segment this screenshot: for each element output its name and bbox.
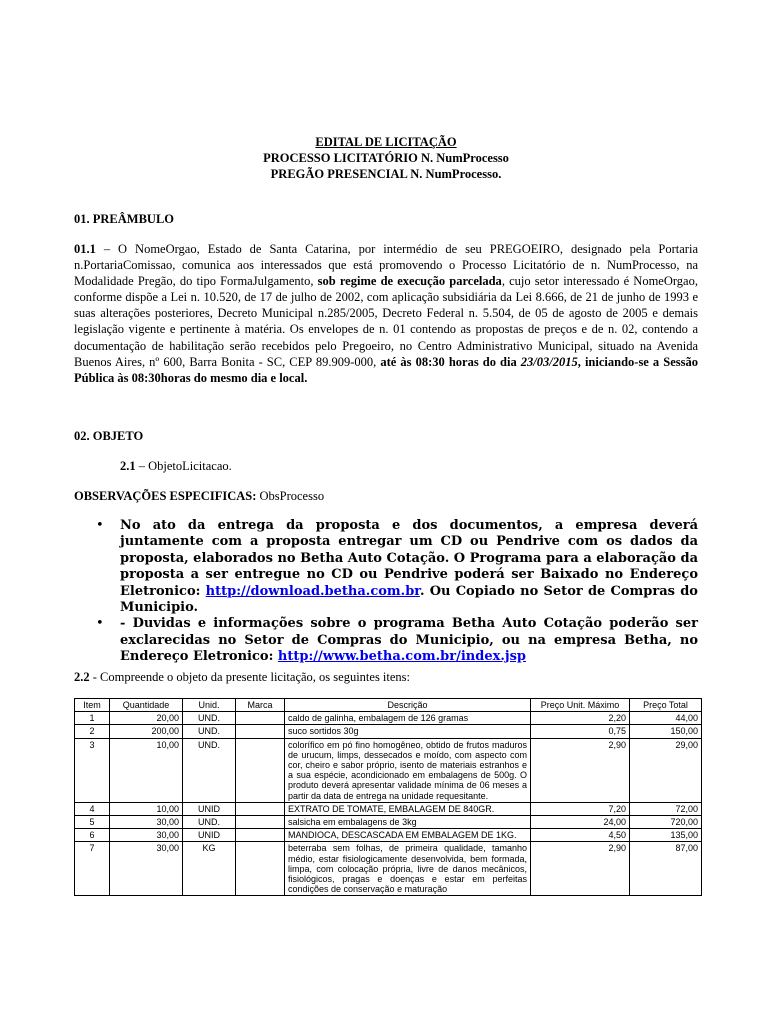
cell-unit-price: 4,50 (531, 829, 630, 842)
cell-quantity: 30,00 (110, 829, 183, 842)
document-title-block (74, 134, 698, 182)
cell-unit-price: 2,20 (531, 712, 630, 725)
preambulo-heading: 01. PREÂMBULO (74, 212, 174, 226)
bullet-text-after: . Ou Copiado no Setor de Compras do Municipio. (120, 583, 698, 616)
column-header-unit-price: Preço Unit. Máximo (531, 699, 630, 712)
process-number: PROCESSO LICITATÓRIO N. NumProcesso (263, 151, 509, 165)
cell-total-price: 87,00 (630, 842, 702, 896)
item-22-text: - Compreende o objeto da presente licitação, os seguintes itens: (89, 670, 411, 684)
cell-quantity: 200,00 (110, 725, 183, 738)
bullet-text: - Duvidas e informações sobre o programa Betha Auto Cotação poderão ser exclarecidas no Setor de Compras do Municipio, ou na empresa Betha, no Endereço Eletronico: (120, 616, 698, 665)
table-row (75, 802, 702, 815)
column-header-brand: Marca (236, 699, 285, 712)
table-row (75, 738, 702, 802)
cell-total-price: 150,00 (630, 725, 702, 738)
column-header-description: Descrição (285, 699, 531, 712)
objeto-clause (120, 458, 232, 474)
cell-unit: UNID (183, 829, 236, 842)
table-row (75, 816, 702, 829)
cell-description: colorífico em pó fino homogêneo, obtido de frutos maduros de urucum, limps, dessecados e moído, com aspecto com cor, cheiro e sabor próprio, isento de materiais estranhos e a sua espécie, acondicionado em embalagens de 500g. O produto deverá apresentar validade mínima de 06 meses a partir da data de entrega na unidade requesitante. (285, 738, 531, 802)
cell-unit-price: 2,90 (531, 842, 630, 896)
column-header-unit: Unid. (183, 699, 236, 712)
cell-item: 5 (75, 816, 110, 829)
bullet-item (74, 616, 698, 665)
cell-total-price: 29,00 (630, 738, 702, 802)
download-link[interactable]: http://download.betha.com.br (205, 583, 420, 599)
bullet-dot-icon: • (96, 518, 104, 533)
cell-brand (236, 725, 285, 738)
clause-number: 2.2 (74, 670, 90, 684)
session-text: , iniciando-se a Sessão Pública às 08:30horas do mesmo dia e local. (74, 354, 698, 385)
cell-item: 3 (75, 738, 110, 802)
cell-brand (236, 842, 285, 896)
table-row (75, 712, 702, 725)
table-header-row (75, 699, 702, 712)
cell-unit-price: 2,90 (531, 738, 630, 802)
cell-description: caldo de galinha, embalagem de 126 gramas (285, 712, 531, 725)
cell-unit-price: 0,75 (531, 725, 630, 738)
cell-brand (236, 829, 285, 842)
cell-brand (236, 712, 285, 725)
clause-number: 2.1 (120, 459, 136, 473)
cell-brand (236, 738, 285, 802)
cell-total-price: 720,00 (630, 816, 702, 829)
deadline-date: 23/03/2015 (520, 354, 578, 369)
cell-unit-price: 24,00 (531, 816, 630, 829)
cell-description: EXTRATO DE TOMATE, EMBALAGEM DE 840GR. (285, 802, 531, 815)
cell-description: suco sortidos 30g (285, 725, 531, 738)
pregao-number: PREGÃO PRESENCIAL N. NumProcesso. (270, 167, 502, 181)
table-row (75, 725, 702, 738)
table-row (75, 842, 702, 896)
cell-item: 4 (75, 802, 110, 815)
cell-item: 7 (75, 842, 110, 896)
cell-total-price: 72,00 (630, 802, 702, 815)
bullet-text: No ato da entrega da proposta e dos documentos, a empresa deverá juntamente com a proposta entregar um CD ou Pendrive com os dados da proposta, elaborados no Betha Auto Cotação. O Programa para a elaboração da proposta a ser entregue no CD ou Pendrive poderá ser Baixado no Endereço Eletronico: (120, 518, 698, 599)
observacoes-label: OBSERVAÇÕES ESPECIFICAS: (74, 489, 257, 503)
bullet-dot-icon: • (96, 616, 104, 632)
cell-brand (236, 802, 285, 815)
betha-link[interactable]: http://www.betha.com.br/index.jsp (277, 649, 527, 665)
column-header-quantity: Quantidade (110, 699, 183, 712)
cell-quantity: 30,00 (110, 816, 183, 829)
observacoes-value: ObsProcesso (256, 489, 325, 503)
deadline-text: até às 08:30 horas do dia (380, 354, 521, 369)
cell-quantity: 10,00 (110, 738, 183, 802)
cell-unit-price: 7,20 (531, 802, 630, 815)
items-table (74, 698, 702, 896)
cell-item: 6 (75, 829, 110, 842)
objeto-heading: 02. OBJETO (74, 429, 144, 443)
cell-description: salsicha em embalagens de 3kg (285, 816, 531, 829)
cell-item: 2 (75, 725, 110, 738)
preambulo-text-1: – O NomeOrgao, Estado de Santa Catarina, por intermédio de seu PREGOEIRO, designado pela Portaria n.PortariaComissao, comunica aos interessados que está promovendo o Processo Licitatório de n. NumProcesso, na Modalidade Pregão, do tipo FormaJulgamento, (74, 242, 698, 289)
cell-unit: UND. (183, 738, 236, 802)
cell-quantity: 20,00 (110, 712, 183, 725)
observacoes-line (74, 488, 324, 504)
clause-number: 01.1 (74, 242, 96, 256)
cell-unit: UNID (183, 802, 236, 815)
cell-description: MANDIOCA, DESCASCADA EM EMBALAGEM DE 1KG. (285, 829, 531, 842)
regime-text: sob regime de execução parcelada (317, 274, 502, 289)
objeto-text: – ObjetoLicitacao. (135, 459, 232, 473)
table-row (75, 829, 702, 842)
bullet-list (74, 518, 698, 666)
preambulo-paragraph (74, 241, 698, 386)
preambulo-text-2: , cujo setor interessado é NomeOrgao, conforme dispõe a Lei n. 10.520, de 17 de julho de 2002, com aplicação subsidiária da Lei 8.666, de 21 de junho de 1993 e suas alterações posteriores, Decreto Municipal n.285/2005, Decreto Federal n. 5.504, de 05 de agosto de 2005 e demais legislação vigente e pertinente à matéria. Os envelopes de n. 01 contendo as propostas de preços e de n. 02, contendo a documentação de habilitação serão recebidos pelo Pregoeiro, no Centro Administrativo Municipal, situado na Avenida Buenos Aires, nº 600, Barra Bonita - SC, CEP 89.909-000, (74, 274, 698, 369)
bullet-item (74, 518, 698, 616)
cell-description: beterraba sem folhas, de primeira qualidade, tamanho médio, estar fisiologicamente desenvolvida, bem formada, limpa, com colocação própria, livre de danos mecânicos, fisiológicos, pragas e doenças e estar em perfeitas condições de conservação e maturação (285, 842, 531, 896)
cell-quantity: 30,00 (110, 842, 183, 896)
edital-title: EDITAL DE LICITAÇÃO (315, 135, 457, 149)
cell-unit: UND. (183, 816, 236, 829)
item-22-line (74, 669, 410, 685)
cell-total-price: 135,00 (630, 829, 702, 842)
column-header-item: Item (75, 699, 110, 712)
cell-item: 1 (75, 712, 110, 725)
cell-brand (236, 816, 285, 829)
cell-unit: UND. (183, 712, 236, 725)
cell-quantity: 10,00 (110, 802, 183, 815)
cell-total-price: 44,00 (630, 712, 702, 725)
cell-unit: KG (183, 842, 236, 896)
cell-unit: UND. (183, 725, 236, 738)
column-header-total-price: Preço Total (630, 699, 702, 712)
